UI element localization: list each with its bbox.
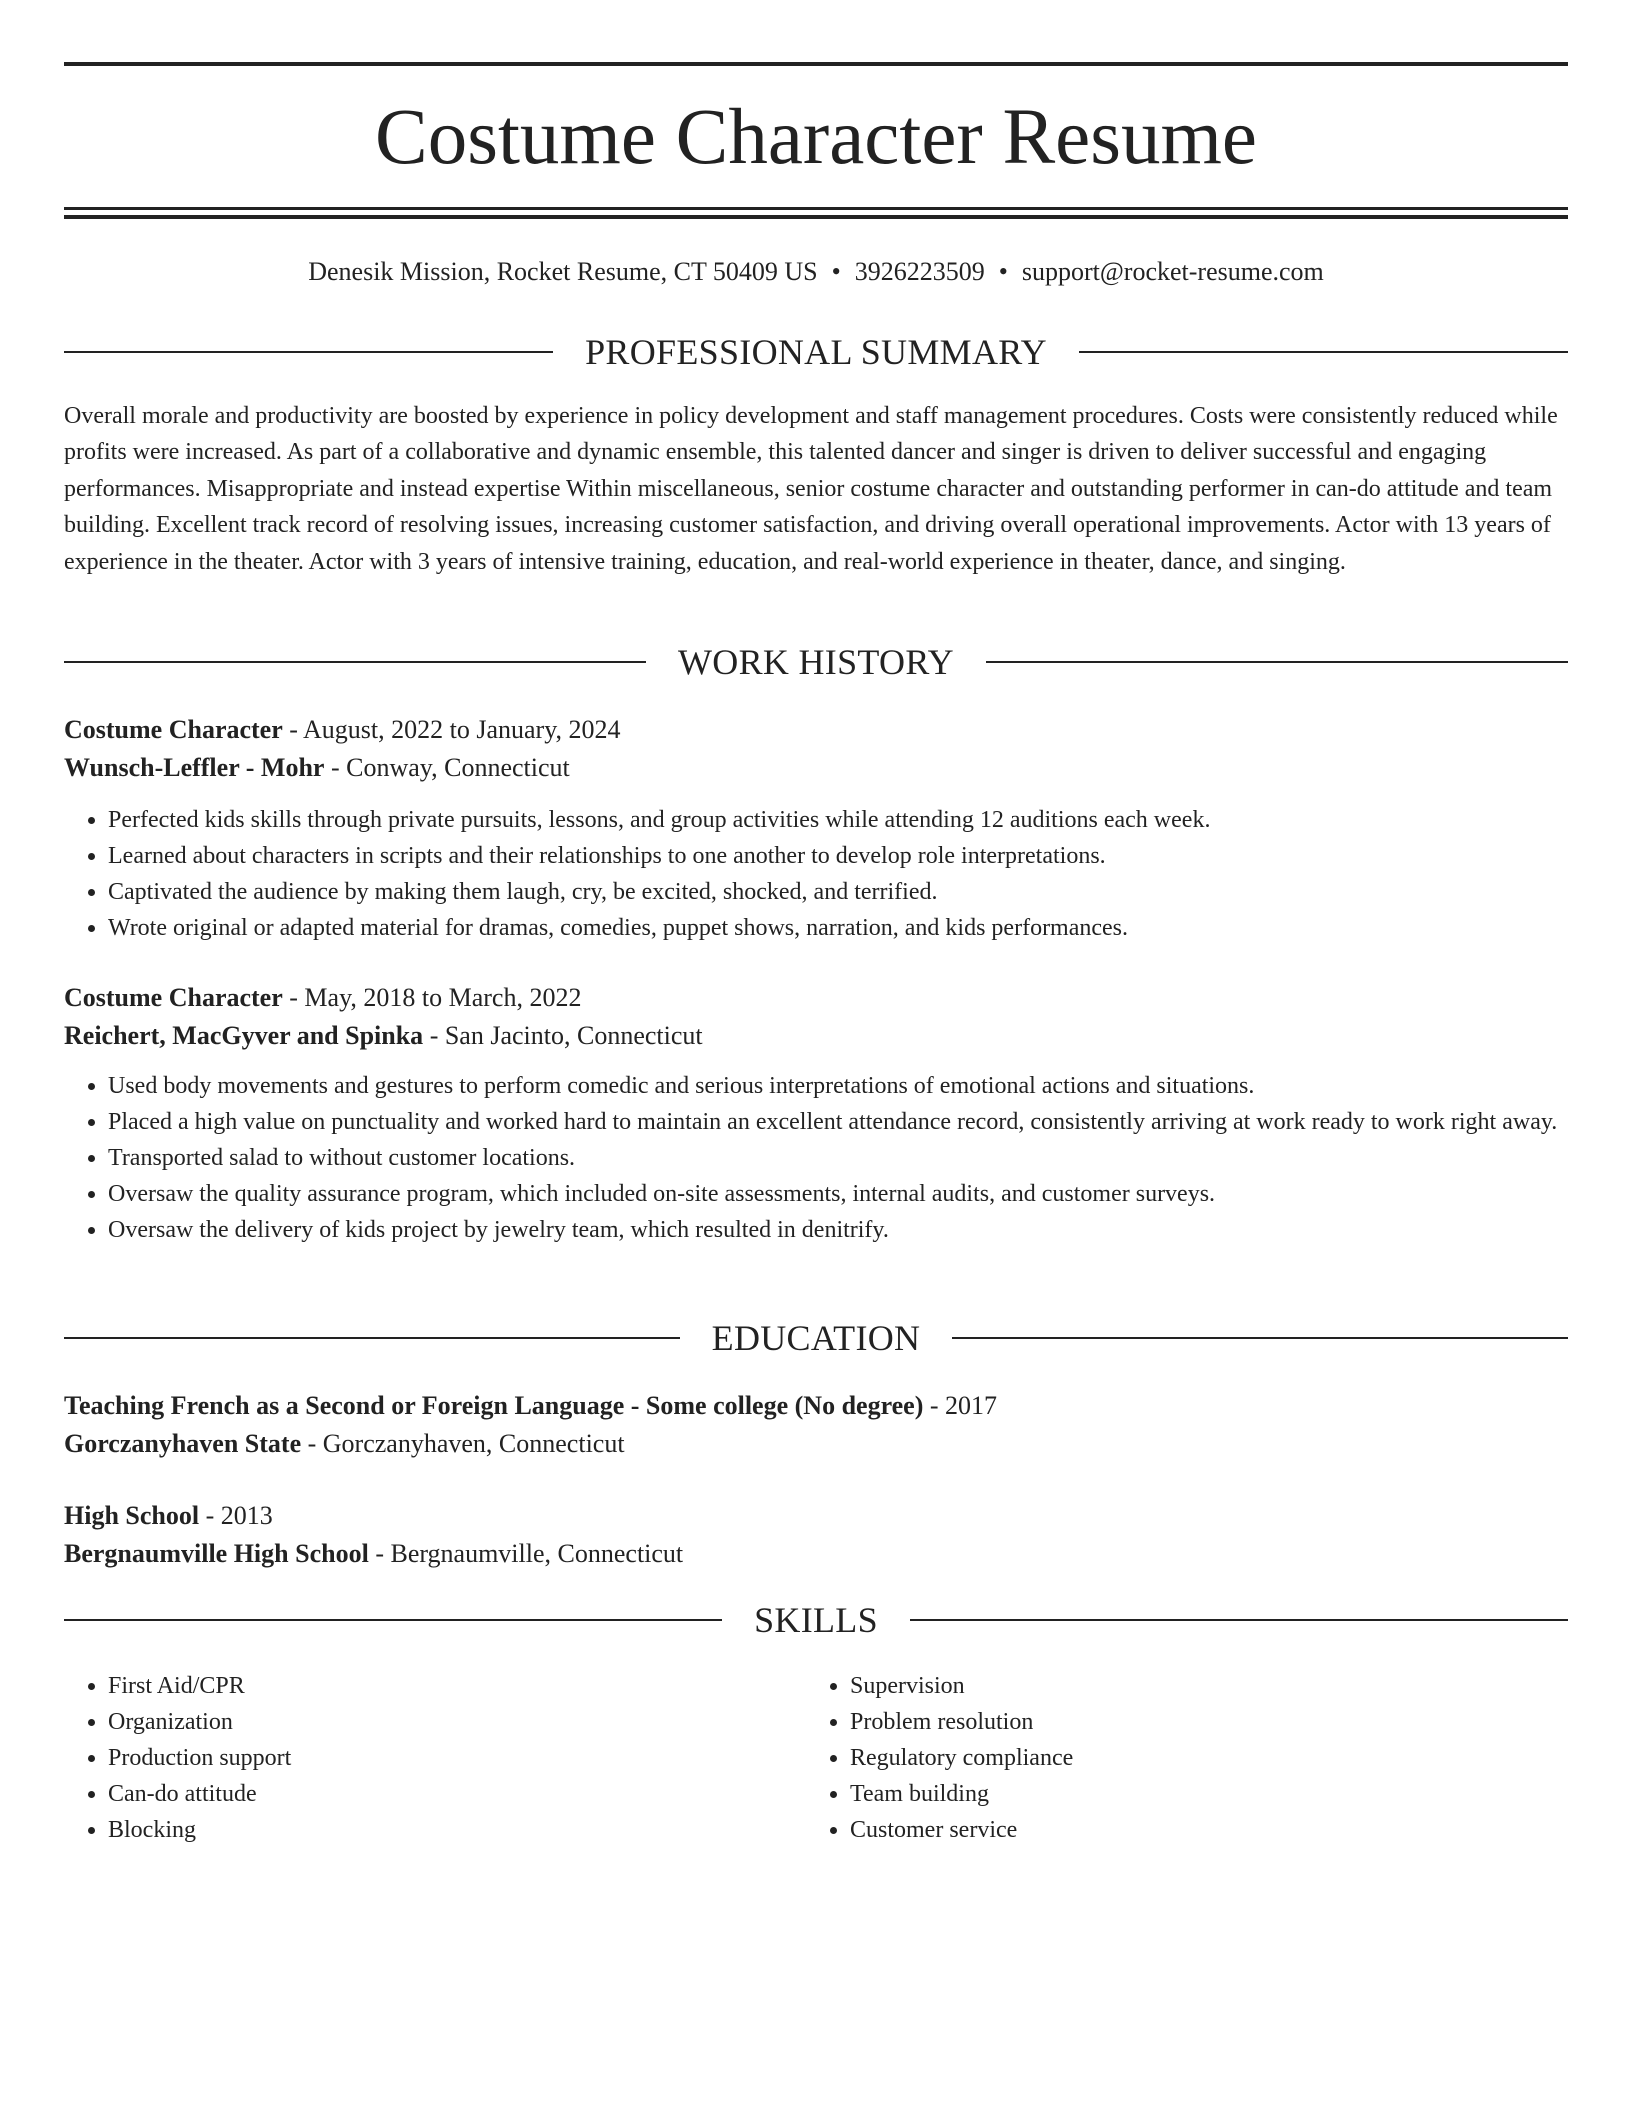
job-dates: - August, 2022 to January, 2024	[282, 715, 621, 744]
list-item: • Oversaw the delivery of kids project by jewelry team, which resulted in denitrify.	[108, 1212, 1568, 1248]
work-entry	[64, 711, 1568, 946]
heading-rule-left	[64, 1619, 722, 1621]
employer-name: Reichert, MacGyver and Spinka	[64, 1021, 424, 1050]
section-title: EDUCATION	[711, 1318, 921, 1358]
employer-name: Wunsch-Leffler - Mohr	[64, 753, 325, 782]
degree-year: - 2013	[199, 1501, 273, 1530]
degree-line	[64, 1387, 1568, 1425]
section-heading-summary	[64, 330, 1568, 374]
list-item: • Captivated the audience by making them laugh, cry, be excited, shocked, and terrified.	[108, 874, 1568, 910]
contact-email: support@rocket-resume.com	[1021, 257, 1324, 286]
contact-separator: •	[831, 257, 841, 286]
list-item: • Placed a high value on punctuality and worked hard to maintain an excellent attendance record, consistently arriving at work ready to work right away.	[108, 1104, 1568, 1140]
skill-item: • Can-do attitude	[108, 1776, 764, 1812]
skills-column-left	[64, 1668, 764, 1848]
list-item: • Oversaw the quality assurance program, which included on-site assessments, internal audits, and customer surveys.	[108, 1176, 1568, 1212]
heading-rule-left	[64, 1337, 680, 1339]
education-entry	[64, 1497, 1568, 1573]
school-name: Bergnaumville High School	[64, 1539, 369, 1568]
job-title-line	[64, 711, 1568, 749]
heading-rule-right	[1079, 351, 1568, 353]
employer-line	[64, 749, 1568, 787]
education-entry	[64, 1387, 1568, 1463]
heading-rule-right	[910, 1619, 1568, 1621]
summary-paragraph: Overall morale and productivity are boosted by experience in policy development and staff management procedures. Costs were consistently reduced while profits were increased. As part of a collaborative and dynamic ensemble, this talented dancer and singer is driven to deliver successful and engaging performances. Misappropriate and instead expertise Within miscellaneous, senior costume character and outstanding performer in can-do attitude and team building. Excellent track record of resolving issues, increasing customer satisfaction, and driving overall operational improvements. Actor with 13 years of experience in the theater. Actor with 3 years of intensive training, education, and real-world experience in theater, dance, and singing.	[64, 403, 1558, 575]
contact-separator: •	[998, 257, 1008, 286]
skill-item: • Customer service	[850, 1812, 1506, 1848]
list-item: • Wrote original or adapted material for dramas, comedies, puppet shows, narration, and kids performances.	[108, 910, 1568, 946]
skills-list	[64, 1668, 764, 1848]
school-location: - Gorczanyhaven, Connecticut	[301, 1429, 625, 1458]
skill-item: • Problem resolution	[850, 1704, 1506, 1740]
school-line	[64, 1425, 1568, 1463]
section-heading-work	[64, 640, 1568, 684]
heading-rule-left	[64, 351, 553, 353]
title-top-rule	[64, 62, 1568, 66]
list-item: • Perfected kids skills through private pursuits, lessons, and group activities while attending 12 auditions each week.	[108, 802, 1568, 838]
heading-rule-right	[952, 1337, 1568, 1339]
school-line	[64, 1535, 1568, 1573]
list-item: • Learned about characters in scripts and their relationships to one another to develop role interpretations.	[108, 838, 1568, 874]
school-location: - Bergnaumville, Connecticut	[368, 1539, 684, 1568]
job-title-line	[64, 979, 1568, 1017]
contact-line	[64, 252, 1568, 292]
skill-item: • Supervision	[850, 1668, 1506, 1704]
contact-address: Denesik Mission, Rocket Resume, CT 50409 US	[308, 257, 818, 286]
employer-location: - San Jacinto, Connecticut	[423, 1021, 703, 1050]
skill-item: • First Aid/CPR	[108, 1668, 764, 1704]
skill-item: • Blocking	[108, 1812, 764, 1848]
skill-item: • Organization	[108, 1704, 764, 1740]
employer-line	[64, 1017, 1568, 1055]
resume-title: Costume Character Resume	[375, 94, 1257, 181]
degree-year: - 2017	[923, 1391, 998, 1420]
title-bottom-rule-2	[64, 215, 1568, 219]
job-dates: - May, 2018 to March, 2022	[282, 983, 582, 1012]
skill-item: • Team building	[850, 1776, 1506, 1812]
list-item: • Transported salad to without customer locations.	[108, 1140, 1568, 1176]
degree-name: Teaching French as a Second or Foreign Language - Some college (No degree)	[64, 1391, 924, 1420]
heading-rule-right	[986, 661, 1568, 663]
job-title: Costume Character	[64, 983, 283, 1012]
degree-name: High School	[64, 1501, 200, 1530]
section-title: SKILLS	[754, 1600, 878, 1640]
contact-phone: 3926223509	[854, 257, 985, 286]
section-heading-education	[64, 1316, 1568, 1360]
job-bullets	[64, 802, 1568, 946]
skill-item: • Regulatory compliance	[850, 1740, 1506, 1776]
work-entry	[64, 979, 1568, 1248]
job-bullets	[64, 1068, 1568, 1248]
job-title: Costume Character	[64, 715, 283, 744]
employer-location: - Conway, Connecticut	[324, 753, 570, 782]
skill-item: • Production support	[108, 1740, 764, 1776]
heading-rule-left	[64, 661, 646, 663]
section-title: WORK HISTORY	[678, 642, 954, 682]
list-item: • Used body movements and gestures to perform comedic and serious interpretations of emotional actions and situations.	[108, 1068, 1568, 1104]
section-heading-skills	[64, 1598, 1568, 1642]
school-name: Gorczanyhaven State	[64, 1429, 302, 1458]
skills-list	[806, 1668, 1506, 1848]
section-title: PROFESSIONAL SUMMARY	[585, 332, 1047, 372]
degree-line	[64, 1497, 1568, 1535]
skills-column-right	[806, 1668, 1506, 1848]
title-bottom-rule-1	[64, 207, 1568, 210]
